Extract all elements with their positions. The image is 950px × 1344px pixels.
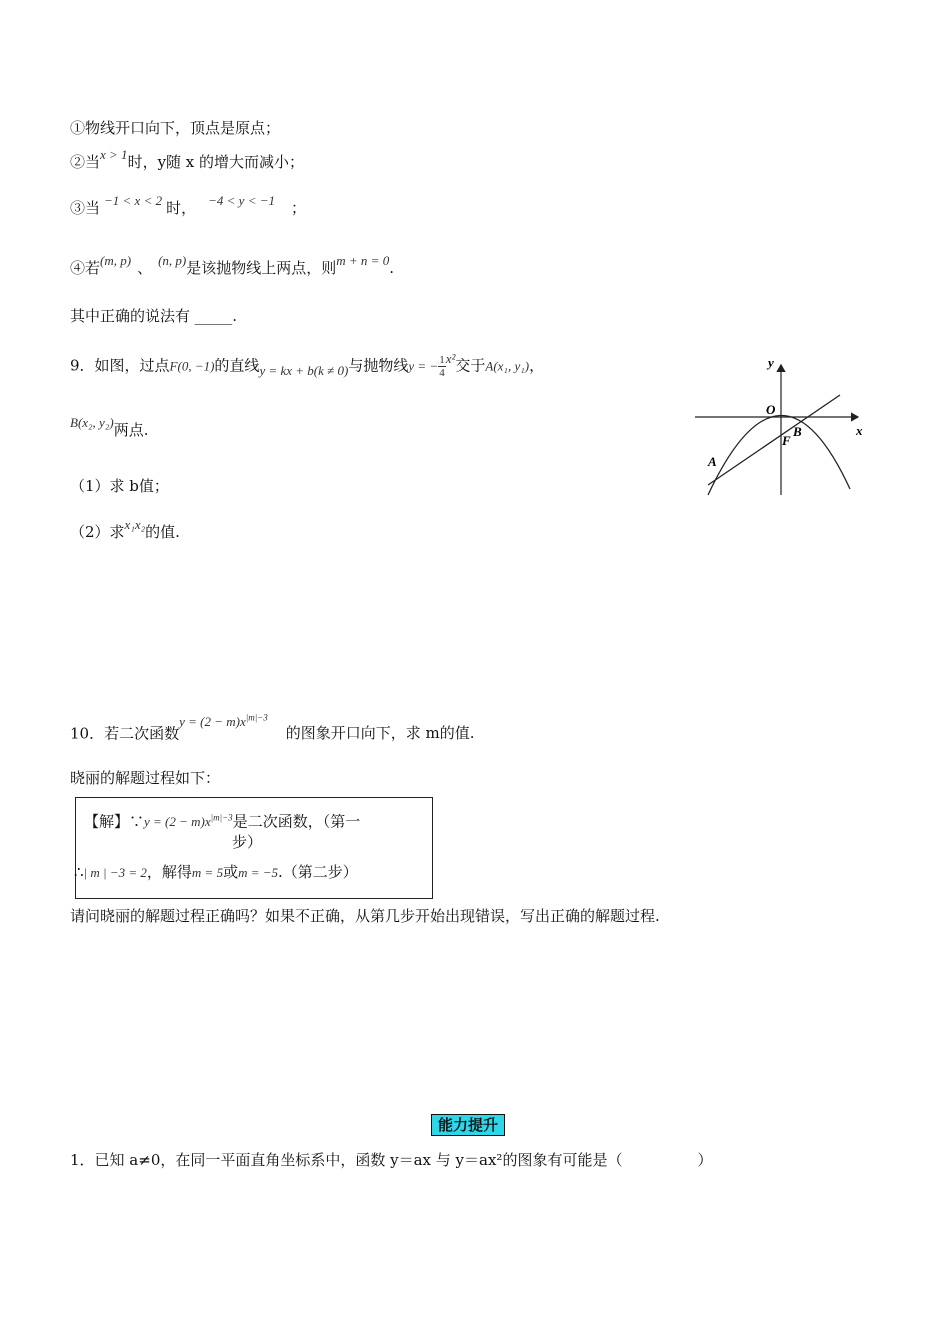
question-10-stem: 10．若二次函数$y = (2 - m)x^{|m|-3}$的图象开口向下，求 m的值. bbox=[70, 713, 475, 743]
math-expression: m + n = 0 bbox=[336, 253, 390, 268]
math-expression: B(x₂, y₂) bbox=[70, 415, 114, 430]
solution-step-2: ∴| m | −3 = 2，解得m = 5或m = −5.（第二步） bbox=[74, 863, 358, 881]
statement-3: ③当 −1 < x < 2 时， −4 < y < −1 ； bbox=[70, 193, 307, 217]
parabola-graph bbox=[690, 355, 880, 500]
math-expression: y = − bbox=[408, 358, 439, 374]
question-9-stem-cont: B(x₂, y₂)两点. bbox=[70, 415, 149, 439]
math-expression: x₁x₂ bbox=[124, 517, 146, 532]
solution-step-1-cont: 步） bbox=[232, 833, 263, 851]
problem-1: 1．已知 a≠0，在同一平面直角坐标系中，函数 y＝ax 与 y＝ax²的图象有可能是（ ） bbox=[70, 1151, 713, 1169]
question-9-stem: 9．如图，过点F(0, −1)的直线y = kx + b(k ≠ 0)与抛物线y = − $\frac{1}{4}$ x²交于A(x₁, y₁)， bbox=[70, 350, 545, 379]
statement-2: ②当x > 1时，y随 x 的增大而减小； bbox=[70, 147, 305, 171]
math-expression: A(x₁, y₁) bbox=[485, 358, 530, 374]
math-expression: x > 1 bbox=[100, 147, 128, 162]
math-expression: $y = (2 - m)x^{|m|-3}$ bbox=[179, 713, 268, 730]
math-expression: $y = (2 - m)x^{|m|-3}$ bbox=[144, 813, 233, 830]
math-expression: y = kx + b(k ≠ 0) bbox=[259, 362, 349, 378]
parabola-curve bbox=[708, 415, 850, 495]
answer-prompt: 其中正确的说法有 _____. bbox=[70, 307, 238, 325]
question-10-prompt: 请问晓丽的解题过程正确吗？如果不正确，从第几步开始出现错误，写出正确的解题过程. bbox=[70, 907, 660, 925]
statement-4: ④若(m, p) 、 (n, p)是该抛物线上两点，则m + n = 0. bbox=[70, 253, 394, 277]
solution-intro: 晓丽的解题过程如下： bbox=[70, 769, 221, 787]
graph-label-x: x bbox=[856, 423, 863, 438]
statement-1: ①物线开口向下，顶点是原点； bbox=[70, 119, 281, 137]
section-title: 能力提升 bbox=[431, 1114, 505, 1136]
graph-label-o: O bbox=[766, 402, 776, 417]
math-expression: −1 < x < 2 bbox=[104, 193, 163, 208]
question-9-part-2: （2）求x₁x₂的值. bbox=[70, 517, 180, 541]
math-expression: F(0, −1) bbox=[169, 358, 215, 374]
math-expression: (n, p) bbox=[158, 253, 187, 268]
math-expression: x² bbox=[445, 350, 456, 366]
graph-label-f: F bbox=[782, 433, 791, 448]
graph-label-b: B bbox=[793, 424, 802, 439]
graph-label-y: y bbox=[768, 355, 774, 370]
question-9-part-1: （1）求 b值； bbox=[70, 477, 169, 495]
math-expression: m = 5 bbox=[191, 865, 224, 880]
math-expression: | m | −3 = 2 bbox=[83, 865, 147, 880]
math-expression: −4 < y < −1 bbox=[208, 193, 275, 208]
math-expression: (m, p) bbox=[100, 253, 132, 268]
math-expression: m = −5 bbox=[238, 865, 279, 880]
fraction: $\frac{1}{4}$ bbox=[439, 354, 445, 379]
graph-label-a: A bbox=[708, 454, 717, 469]
solution-step-1: 【解】∵y = $(2 - m)x^{|m|-3}$是二次函数，（第一 bbox=[84, 812, 361, 831]
